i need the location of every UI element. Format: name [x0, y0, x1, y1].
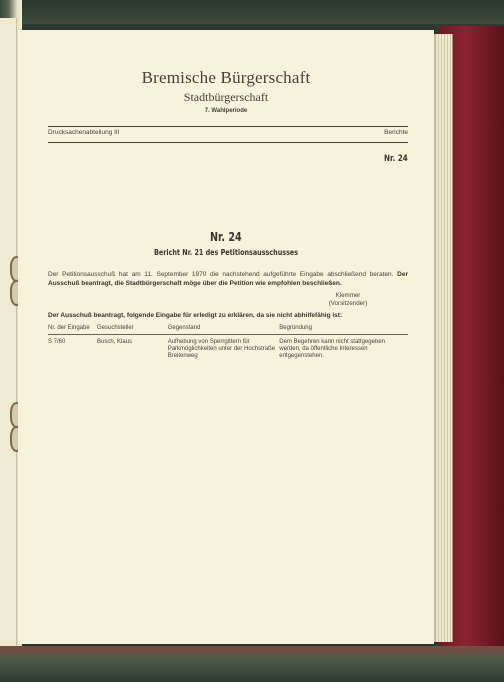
table-cell: Aufhebung von Sperrgittern für Parkmöglichkeiten unter der Hochstraße Breitenweg [167, 339, 276, 359]
petitions-table [48, 324, 408, 360]
table-cell: Busch, Klaus [96, 339, 133, 345]
scan-background-top [0, 0, 504, 24]
document-page [18, 30, 434, 644]
table-intro: Der Ausschuß beantragt, folgende Eingabe für erledigt zu erklären, da sie nicht abhilfefähig ist: [48, 312, 343, 319]
header-rule-top [48, 126, 408, 127]
signature-name: Klemmer [335, 292, 361, 299]
column-header: Gegenstand [168, 324, 280, 335]
print-department: Drucksachenabteilung III [48, 129, 120, 136]
column-header: Gesuchsteller [97, 324, 168, 335]
column-header: Begründung [279, 324, 408, 335]
document-number-top: Nr. 24 [384, 154, 408, 164]
header-rule-bottom [48, 142, 408, 143]
column-header: Nr. der Eingabe [48, 324, 97, 335]
scan-background-bottom [0, 646, 504, 682]
signature-block [288, 292, 408, 307]
election-period: 7. Wahlperiode [204, 108, 248, 114]
report-heading: Bericht Nr. 21 des Petitionsausschusses [153, 248, 299, 257]
report-paragraph: Der Petitionsausschuß hat am 11. September 1970 die nachstehend aufgeführte Eingabe abschließend beraten. Der Ausschuß beantragt, die Stadtbürgerschaft möge über die Petition wie empfohlen beschließen. [48, 271, 408, 287]
document-number-heading: Nr. 24 [210, 230, 242, 244]
document-subtitle: Stadtbürgerschaft [183, 90, 269, 104]
signature-role: (Vorsitzender) [328, 299, 368, 307]
table-cell: Dem Begehren kann nicht stattgegeben werden, da öffentliche Interessen entgegenstehen. [279, 339, 385, 359]
table-header-row [48, 324, 408, 335]
facing-page-edge [0, 18, 17, 646]
section-label: Berichte [384, 129, 408, 136]
document-title: Bremische Bürgerschaft [141, 68, 311, 87]
table-row [48, 335, 408, 361]
table-cell: S 7/60 [48, 339, 66, 345]
